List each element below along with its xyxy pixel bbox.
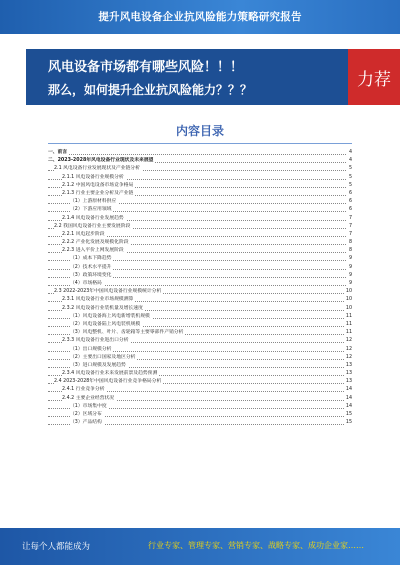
toc-entry[interactable] <box>48 337 352 345</box>
toc-entry-page: 13 <box>344 378 352 386</box>
toc-entry[interactable] <box>48 190 352 198</box>
toc-entry-text: 一、前言 <box>48 150 68 155</box>
toc-entry-text: 2.3.2 风电设备行业装机量及增长速度 <box>62 305 143 311</box>
toc-entry-page: 13 <box>344 370 352 378</box>
toc-entry-page: 5 <box>347 174 352 182</box>
toc-entry-page: 6 <box>347 206 352 214</box>
toc-entry-text: （3）产品结构 <box>70 420 102 426</box>
toc-entry-text: 2.1.3 行业主要企业分析及产业链 <box>62 190 134 196</box>
toc-entry-text: 2.1.1 风电设备行业规模分析 <box>62 174 124 180</box>
banner-line-1: 风电设备市场都有哪些风险！！！ <box>48 60 244 75</box>
toc-entry-text: （3）风电整机、叶片、齿轮箱等主要零部件产销分析 <box>70 330 184 336</box>
toc-entry[interactable] <box>48 215 352 223</box>
toc-entry-text: 2.3 2022-2023年中国风电设备行业规模统计分析 <box>54 289 162 295</box>
toc-entry[interactable] <box>48 395 352 403</box>
toc-entry[interactable] <box>48 239 352 247</box>
toc-entry[interactable] <box>48 280 352 288</box>
banner-line-2: 那么，如何提升企业抗风险能力？？？ <box>48 83 253 97</box>
toc-entry[interactable] <box>48 247 352 255</box>
toc-entry-page: 7 <box>347 223 352 231</box>
toc-entry[interactable] <box>48 370 352 378</box>
toc-entry-page: 11 <box>344 321 352 329</box>
toc-entry-text: （1）成本下降趋势 <box>70 256 112 262</box>
toc-entry-page: 6 <box>347 190 352 198</box>
toc-entry[interactable] <box>48 296 352 304</box>
toc-entry[interactable] <box>48 346 352 354</box>
toc-entry-page: 12 <box>344 337 352 345</box>
footer-roles: 行业专家、管理专家、营销专家、战略专家、成功企业家…… <box>148 541 364 550</box>
toc-entry-text: 2.4.1 行业竞争分析 <box>62 387 105 393</box>
toc-entry-page: 5 <box>347 182 352 190</box>
toc-entry-page: 7 <box>347 231 352 239</box>
toc-entry-page: 10 <box>344 288 352 296</box>
toc-entry[interactable] <box>48 321 352 329</box>
toc-entry-text: （1）出口规模分析 <box>70 346 112 352</box>
toc-entry[interactable] <box>48 182 352 190</box>
toc-leader-dots <box>48 154 346 155</box>
toc-entry-page: 14 <box>344 386 352 394</box>
toc-entry[interactable] <box>48 231 352 239</box>
toc-entry-text: 2.2 我国风电设备行业主要发展阶段 <box>54 223 131 229</box>
toc-entry[interactable] <box>48 305 352 313</box>
toc-entry-page: 7 <box>347 215 352 223</box>
toc-entry-text: （2）下游应用领域 <box>70 207 112 213</box>
toc-entry-page: 11 <box>344 329 352 337</box>
toc-entry[interactable] <box>48 386 352 394</box>
toc-entry[interactable] <box>48 174 352 182</box>
toc-entry[interactable] <box>48 165 352 173</box>
toc-entry-page: 14 <box>344 403 352 411</box>
toc-entry-page: 15 <box>344 419 352 427</box>
toc-entry-page: 10 <box>344 296 352 304</box>
toc-entry-page: 9 <box>347 280 352 288</box>
toc-entry-page: 12 <box>344 354 352 362</box>
toc-entry-text: 2.1.2 中国风电设备市场竞争格局 <box>62 182 134 188</box>
toc-entry-page: 9 <box>347 255 352 263</box>
toc-entry-text: 2.3.1 风电设备行业市场规模测算 <box>62 297 134 303</box>
toc-entry-page: 4 <box>347 157 352 165</box>
toc-entry-text: （1）风电设备海上风电新增装机规模 <box>70 313 150 319</box>
toc-entry-page: 12 <box>344 346 352 354</box>
toc-entry-text: 2.1 风电设备行业发展现状及产业链分析 <box>54 166 140 172</box>
toc-entry-page: 15 <box>344 411 352 419</box>
toc-entry-text: （2）风电设备陆上风电装机规模 <box>70 321 141 327</box>
toc-entry[interactable] <box>48 411 352 419</box>
toc-entry[interactable] <box>48 255 352 263</box>
toc-entry[interactable] <box>48 157 352 165</box>
footer-bar <box>0 528 400 565</box>
toc-divider <box>48 143 352 144</box>
toc-entry-text: （2）主要出口国家及地区分析 <box>70 354 136 360</box>
toc-entry-text: 2.1.4 风电设备行业发展趋势 <box>62 215 124 221</box>
toc-entry[interactable] <box>48 206 352 214</box>
toc-entry-text: （1）上游原材料供应 <box>70 199 117 205</box>
toc-entry-text: （3）政策环境变化 <box>70 272 112 278</box>
promo-banner <box>26 49 400 105</box>
toc-entry-page: 4 <box>347 149 352 157</box>
toc-entry-text: 二、2023-2028年风电设备行业现状及未来展望 <box>48 158 154 164</box>
toc-entry[interactable] <box>48 288 352 296</box>
toc-entry-page: 9 <box>347 272 352 280</box>
toc-entry[interactable] <box>48 149 352 157</box>
toc-entry[interactable] <box>48 419 352 427</box>
footer-slogan: 让每个人都能成为 <box>22 542 91 552</box>
toc-entry-text: （2）技术水平提升 <box>70 264 112 270</box>
toc-entry[interactable] <box>48 403 352 411</box>
toc-entry-page: 13 <box>344 362 352 370</box>
toc-entry-page: 6 <box>347 198 352 206</box>
toc-entry[interactable] <box>48 272 352 280</box>
table-of-contents <box>48 149 352 427</box>
toc-entry-page: 8 <box>347 247 352 255</box>
toc-entry-text: 2.4 2023-2028年中国风电设备行业竞争格局分析 <box>54 379 162 385</box>
toc-entry[interactable] <box>48 354 352 362</box>
toc-entry[interactable] <box>48 313 352 321</box>
toc-entry-page: 10 <box>344 305 352 313</box>
toc-entry-text: （2）区域分布 <box>70 412 102 417</box>
toc-entry-text: 2.2.3 进入平价上网发展阶段 <box>62 248 124 254</box>
toc-entry[interactable] <box>48 329 352 337</box>
header-bar <box>0 0 400 34</box>
recommend-badge: 力荐 <box>348 49 400 105</box>
toc-entry[interactable] <box>48 264 352 272</box>
toc-entry-text: 2.3.4 风电设备行业未来发展前景及趋势预测 <box>62 371 158 377</box>
toc-entry[interactable] <box>48 362 352 370</box>
toc-entry-page: 5 <box>347 165 352 173</box>
toc-entry[interactable] <box>48 198 352 206</box>
toc-entry-text: （1）市场集中度 <box>70 403 107 409</box>
toc-entry-text: 2.2.1 风电起步阶段 <box>62 231 105 237</box>
toc-entry-text: 2.4.2 主要企业经营状况 <box>62 395 115 401</box>
toc-title: 内容目录 <box>175 124 224 138</box>
toc-entry-text: （4）市场格局 <box>70 281 102 286</box>
toc-entry-text: 2.2.2 产业化发展及规模化阶段 <box>62 240 129 246</box>
toc-entry[interactable] <box>48 378 352 386</box>
toc-entry-text: 2.3.3 风电设备行业进出口分析 <box>62 338 129 344</box>
toc-entry-page: 8 <box>347 239 352 247</box>
toc-entry-text: （3）进口规模及发展趋势 <box>70 362 126 368</box>
toc-entry-page: 14 <box>344 395 352 403</box>
toc-entry-page: 11 <box>344 313 352 321</box>
toc-entry-page: 9 <box>347 264 352 272</box>
document-title: 提升风电设备企业抗风险能力策略研究报告 <box>98 11 302 23</box>
toc-entry[interactable] <box>48 223 352 231</box>
